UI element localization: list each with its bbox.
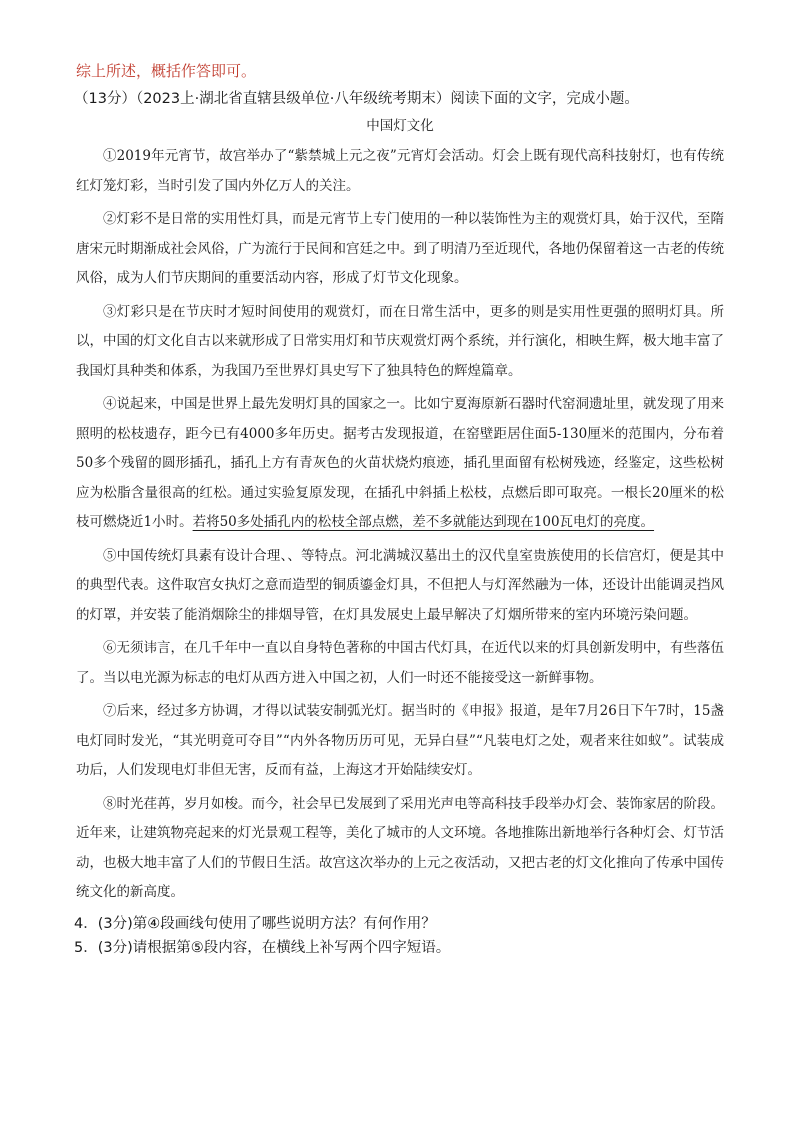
summary-line: 综上所述，概括作答即可。: [76, 62, 257, 80]
paragraph-7: ⑦后来，经过多方协调，才得以试装安制弧光灯。据当时的《申报》报道，是年7月26日下午7时，15盏电灯同时发光，“其光明竟可夺目”“内外各物历历可见，无异白昼”“凡装电灯之处，观者来往如蚁”。试装成功后，人们发现电灯非但无害，反而有益，上海这才开始陆续安灯。: [76, 703, 724, 778]
article-title: 中国灯文化: [366, 118, 434, 134]
question-list: [76, 912, 724, 960]
question-4: 4．(3分)第④段画线句使用了哪些说明方法？有何作用？: [74, 915, 436, 932]
paragraph-4: [76, 390, 724, 538]
paragraph-6: ⑥无须讳言，在几千年中一直以自身特色著称的中国古代灯具，在近代以来的灯具创新发明中，有些落伍了。当以电光源为标志的电灯从西方进入中国之初，人们一时还不能接受这一新鲜事物。: [76, 640, 724, 686]
document-page: [76, 60, 724, 960]
paragraph-8: ⑧时光荏苒，岁月如梭。而今，社会早已发展到了采用光声电等高科技手段举办灯会、装饰家居的阶段。近年来，让建筑物亮起来的灯光景观工程等，美化了城市的人文环境。各地推陈出新地举行各种灯会、灯节活动，也极大地丰富了人们的节假日生活。故宫这次举办的上元之夜活动，又把古老的灯文化推向了传承中国传统文化的新高度。: [76, 795, 724, 900]
paragraph-4-text: ④说起来，中国是世界上最先发明灯具的国家之一。比如宁夏海原新石器时代窑洞遗址里，就发现了用来照明的松枝遗存，距今已有4000多年历史。据考古发现报道，在窑壁距居住面5-130厘米的范围内，分布着50多个残留的圆形插孔，插孔上方有青灰色的火苗状烧灼痕迹，插孔里面留有松树残迹，经鉴定，这些松树应为松脂含量很高的红松。通过实验复原发现，在插孔中斜插上松枝，点燃后即可取亮。一根长20厘米的松枝可燃烧近1小时。: [76, 396, 724, 530]
paragraph-2: ②灯彩不是日常的实用性灯具，而是元宵节上专门使用的一种以装饰性为主的观赏灯具，始于汉代，至隋唐宋元时期渐成社会风俗，广为流行于民间和宫廷之中。到了明清乃至近现代，各地仍保留着这一古老的传统风俗，成为人们节庆期间的重要活动内容，形成了灯节文化现象。: [76, 211, 724, 286]
question-header: （13分）（2023上·湖北省直辖县级单位·八年级统考期末）阅读下面的文字，完成小题。: [74, 91, 639, 107]
paragraph-3: ③灯彩只是在节庆时才短时间使用的观赏灯，而在日常生活中，更多的则是实用性更强的照明灯具。所以，中国的灯文化自古以来就形成了日常实用灯和节庆观赏灯两个系统，并行演化，相映生辉，极大地丰富了我国灯具种类和体系，为我国乃至世界灯具史写下了独具特色的辉煌篇章。: [76, 303, 724, 379]
question-5: 5．(3分)请根据第⑤段内容，在横线上补写两个四字短语。: [74, 939, 451, 956]
paragraph-1: ①2019年元宵节，故宫举办了“紫禁城上元之夜”元宵灯会活动。灯会上既有现代高科技射灯，也有传统红灯笼灯彩，当时引发了国内外亿万人的关注。: [76, 148, 724, 194]
paragraph-5: ⑤中国传统灯具素有设计合理、、等特点。河北满城汉墓出土的汉代皇室贵族使用的长信宫灯，便是其中的典型代表。这件取宫女执灯之意而造型的铜质鎏金灯具，不但把人与灯浑然融为一体，还设计出能调灵挡风的灯罩，并安装了能消烟除尘的排烟导管，在灯具发展史上最早解决了灯烟所带来的室内环境污染问题。: [76, 547, 724, 623]
paragraph-4-underlined-sentence: 若将50多处插孔内的松枝全部点燃，差不多就能达到现在100瓦电灯的亮度。: [192, 514, 655, 530]
